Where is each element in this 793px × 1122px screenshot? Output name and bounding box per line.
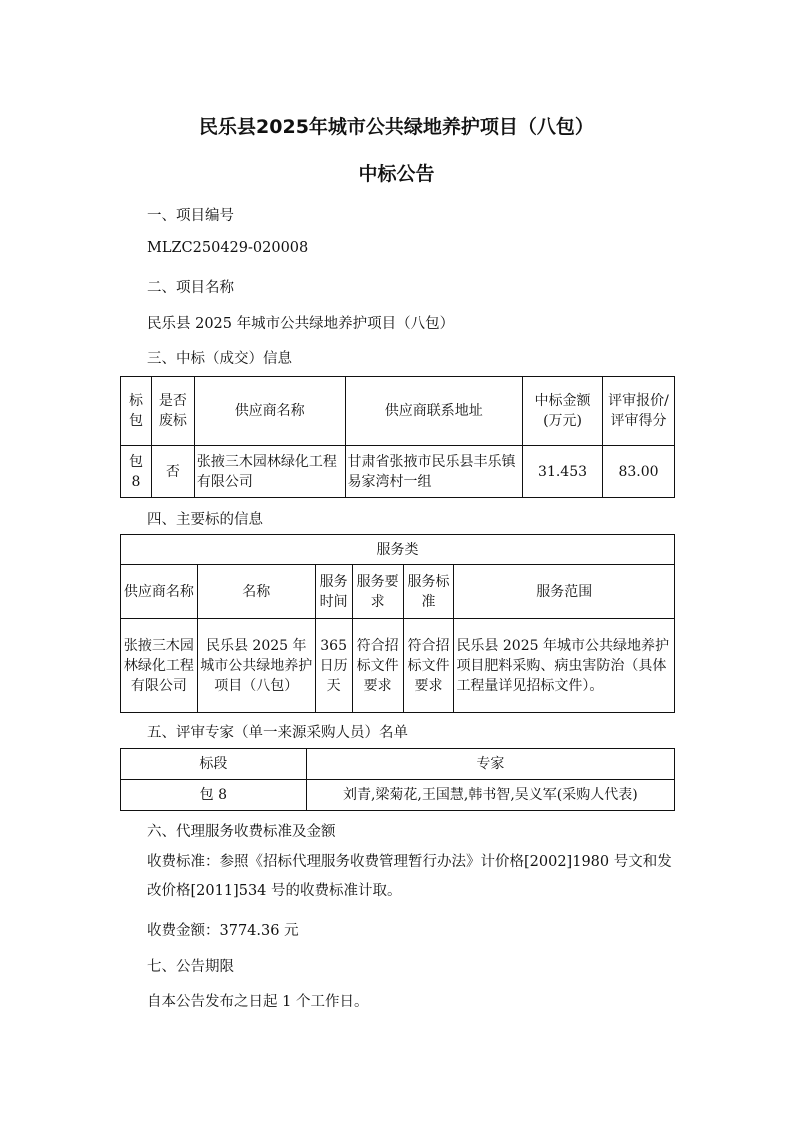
table-header-cell: 供应商名称 (194, 377, 345, 446)
table-header-row (121, 565, 675, 619)
table-cell: 365 日历天 (315, 619, 352, 713)
section-2-heading: 二、项目名称 (147, 280, 234, 296)
table-header-cell: 标段 (121, 749, 307, 780)
table-header-cell: 服务标准 (403, 565, 454, 619)
award-info-table (120, 376, 675, 498)
table-header-cell: 名称 (197, 565, 315, 619)
table-header-cell: 评审报价/评审得分 (603, 377, 675, 446)
table-category-row (121, 535, 675, 565)
subject-info-table (120, 534, 675, 713)
table-cell: 否 (151, 446, 194, 498)
table-header-row (121, 749, 675, 780)
table-cell: 张掖三木园林绿化工程有限公司 (121, 619, 198, 713)
table-header-cell: 服务范围 (454, 565, 675, 619)
table-header-cell: 服务要求 (352, 565, 403, 619)
table-row (121, 446, 675, 498)
table-header-cell: 服务时间 (315, 565, 352, 619)
table-cell: 刘青,梁菊花,王国慧,韩书智,吴义军(采购人代表) (306, 780, 674, 811)
table-header-cell: 供应商联系地址 (345, 377, 523, 446)
table-cell: 张掖三木园林绿化工程有限公司 (194, 446, 345, 498)
table-cell: 符合招标文件要求 (403, 619, 454, 713)
table-header-cell: 标包 (121, 377, 152, 446)
table-cell: 甘肃省张掖市民乐县丰乐镇易家湾村一组 (345, 446, 523, 498)
table-cell: 民乐县 2025 年城市公共绿地养护项目（八包） (197, 619, 315, 713)
section-5-heading: 五、评审专家（单一来源采购人员）名单 (147, 725, 408, 741)
table-cell: 民乐县 2025 年城市公共绿地养护项目肥料采购、病虫害防治（具体工程量详见招标文件）。 (454, 619, 675, 713)
table-header-cell: 专家 (306, 749, 674, 780)
section-7-heading: 七、公告期限 (147, 959, 234, 975)
table-header-cell: 供应商名称 (121, 565, 198, 619)
notice-period: 自本公告发布之日起 1 个工作日。 (147, 994, 369, 1010)
page-subtitle: 中标公告 (358, 163, 435, 185)
table-row (121, 780, 675, 811)
table-header-cell: 中标金额(万元) (523, 377, 603, 446)
section-3-heading: 三、中标（成交）信息 (147, 351, 292, 367)
table-cell: 包 8 (121, 780, 307, 811)
table-row (121, 619, 675, 713)
section-4-heading: 四、主要标的信息 (147, 512, 263, 528)
expert-table (120, 748, 675, 811)
table-cell: 符合招标文件要求 (352, 619, 403, 713)
fee-amount: 收费金额：3774.36 元 (147, 923, 299, 939)
table-cell: 83.00 (603, 446, 675, 498)
table-cell: 包 8 (121, 446, 152, 498)
section-6-heading: 六、代理服务收费标准及金额 (147, 824, 336, 840)
page-title: 民乐县2025年城市公共绿地养护项目（八包） (199, 116, 594, 138)
project-number: MLZC250429-020008 (147, 240, 309, 256)
table-header-cell: 是否废标 (151, 377, 194, 446)
category-cell: 服务类 (121, 535, 675, 565)
project-name: 民乐县 2025 年城市公共绿地养护项目（八包） (147, 316, 455, 332)
section-1-heading: 一、项目编号 (147, 208, 234, 224)
table-cell: 31.453 (523, 446, 603, 498)
table-header-row (121, 377, 675, 446)
fee-standard: 收费标准：参照《招标代理服务收费管理暂行办法》计价格[2002]1980 号文和发改价格[2011]534 号的收费标准计取。 (147, 854, 672, 899)
